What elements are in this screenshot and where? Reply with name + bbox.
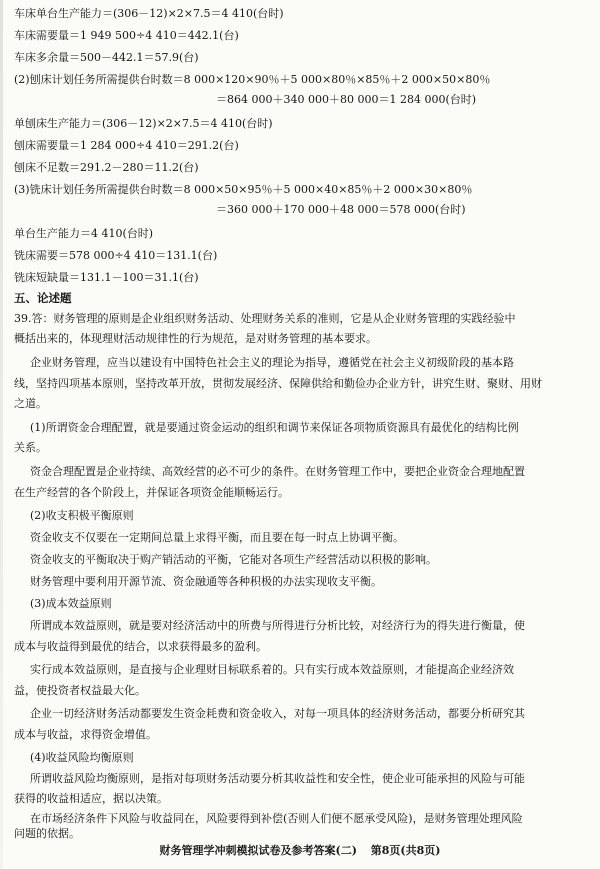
calc-line-11: 单台生产能力＝4 410(台时) [14,227,154,240]
section-heading: 五、论述题 [14,291,72,305]
essay-line: 在市场经济条件下风险与收益同在，风险要得到补偿(否则人们便不愿承受风险)，是财务管理处理风险 [30,812,523,825]
calc-line-2: 车床需要量＝1 949 500÷4 410＝442.1(台) [14,29,239,42]
calc-line-5: ＝864 000＋340 000＋80 000＝1 284 000(台时) [216,93,477,106]
essay-line: 实行成本效益原则，是直接与企业理财目标联系着的。只有实行成本效益原则，才能提高企业经济效 [30,663,514,676]
essay-line: 所谓收益风险均衡原则，是指对每项财务活动要分析其收益性和安全性，使企业可能承担的风险与可能 [30,772,525,785]
essay-line: 资金收支的平衡取决于购产销活动的平衡，它能对各项生产经营活动以积极的影响。 [30,553,437,566]
essay-line: 资金收支不仅要在一定期间总量上求得平衡，而且要在每一时点上协调平衡。 [30,531,404,544]
footer-page-number: 第8页(共8页) [370,844,441,857]
calc-line-10: ＝360 000＋170 000＋48 000＝578 000(台时) [216,203,466,216]
essay-line: 问题的依据。 [14,827,80,840]
essay-line: 线，坚持四项基本原则，坚持改革开放，贯彻发展经济、保障供给和勤俭办企业方针，讲究生财、聚财、用财 [14,377,542,390]
essay-line: 企业财务管理，应当以建设有中国特色社会主义的理论为指导，遵循党在社会主义初级阶段的基本路 [30,356,514,369]
essay-line: 成本与收益，求得资金增值。 [14,728,157,741]
subheading-2: (2)收支积极平衡原则 [30,509,134,522]
calc-line-12: 铣床需要＝578 000÷4 410＝131.1(台) [14,249,218,262]
essay-line: 之道。 [14,397,47,410]
essay-line: 所谓成本效益原则，就是要对经济活动中的所费与所得进行分析比较，对经济行为的得失进行衡量，使 [30,619,525,632]
essay-line: (1)所谓资金合理配置，就是要通过资金运动的组织和调节来保证各项物质资源具有最优化的结构比例 [30,421,519,434]
page-footer [0,842,600,858]
scan-edge [0,0,3,869]
calc-line-8: 刨床不足数＝291.2－280＝11.2(台) [14,161,199,174]
essay-line: 资金合理配置是企业持续、高效经营的必不可少的条件。在财务管理工作中，要把企业资金合理地配置 [30,465,525,478]
calc-line-1: 车床单台生产能力＝(306－12)×2×7.5＝4 410(台时) [14,7,284,20]
calc-line-4: (2)刨床计划任务所需提供台时数＝8 000×120×90％＋5 000×80％×85％＋2 000×50×80％ [14,73,491,86]
calc-line-3: 车床多余量＝500－442.1＝57.9(台) [14,51,199,64]
calc-line-9: (3)铣床计划任务所需提供台时数＝8 000×50×95％＋5 000×40×85％＋2 000×30×80％ [14,183,473,196]
essay-line: 关系。 [14,441,47,454]
essay-line: 39.答：财务管理的原则是企业组织财务活动、处理财务关系的准则，它是从企业财务管理的实践经验中 [14,312,516,325]
calc-line-6: 单刨床生产能力＝(306－12)×2×7.5＝4 410(台时) [14,117,273,130]
essay-line: 概括出来的，体现理财活动规律性的行为规范，是对财务管理的基本要求。 [14,332,377,345]
footer-title: 财务管理学冲刺模拟试卷及参考答案(二) [159,844,357,857]
calc-line-13: 铣床短缺量＝131.1－100＝31.1(台) [14,271,199,284]
subheading-4: (4)收益风险均衡原则 [30,751,134,764]
subheading-3: (3)成本效益原则 [30,597,112,610]
essay-line: 益，使投资者权益最大化。 [14,684,146,697]
essay-line: 在生产经营的各个阶段上，并保证各项资金能顺畅运行。 [14,486,289,499]
essay-line: 获得的收益相适应，据以决策。 [14,792,168,805]
essay-line: 成本与收益得到最优的结合，以求获得最多的盈利。 [14,640,267,653]
calc-line-7: 刨床需要量＝1 284 000÷4 410＝291.2(台) [14,139,239,152]
essay-line: 企业一切经济财务活动都要发生资金耗费和资金收入，对每一项具体的经济财务活动，都要分析研究其 [30,707,525,720]
essay-line: 财务管理中要利用开源节流、资金融通等各种积极的办法实现收支平衡。 [30,575,382,588]
